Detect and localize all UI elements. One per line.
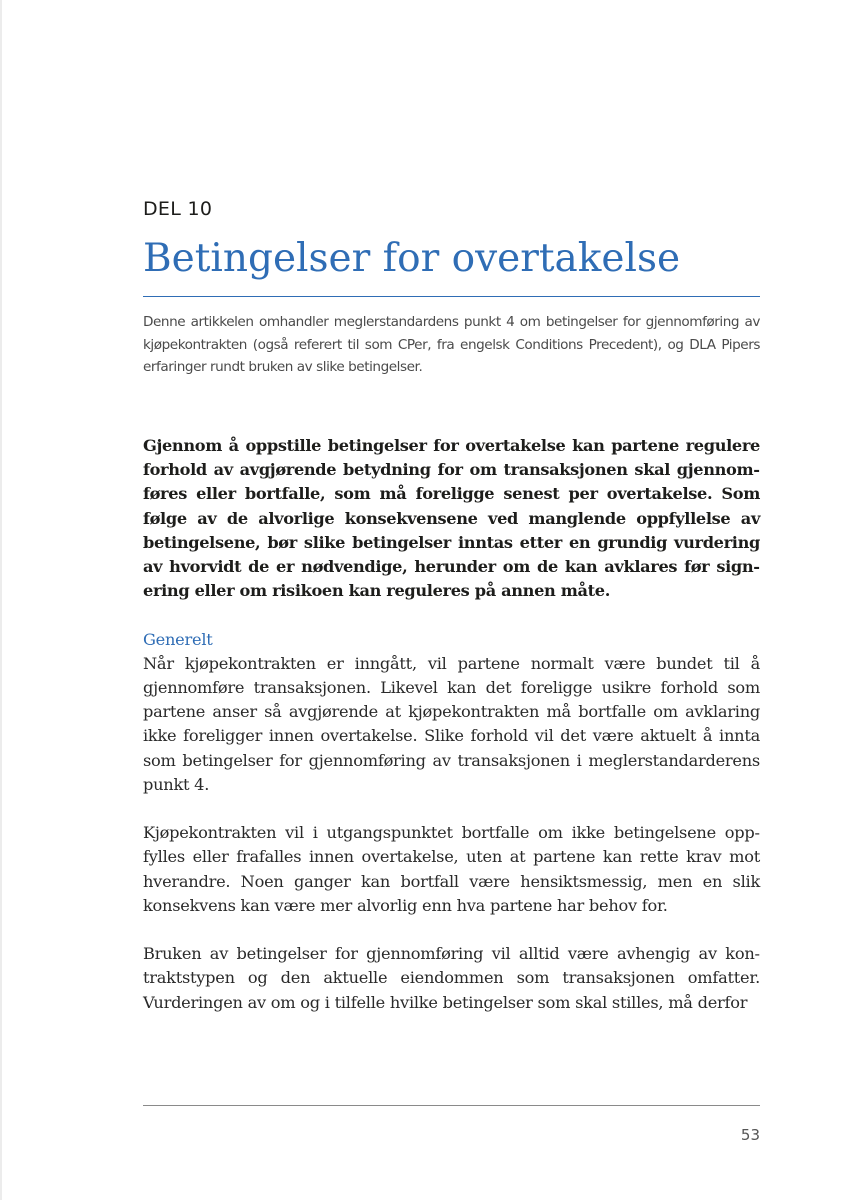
title-divider [143, 296, 760, 297]
part-label: DEL 10 [143, 198, 213, 220]
lead-paragraph: Gjennom å oppstille betingelser for overtakelse kan partene regulere forhold av avgjørende betydning for om transaksjonen skal gjennomføres eller bortfalle, som må foreligge senest per overtakelse. Som følge av de alvorlige konsekvensene ved manglende oppfyllelse av betingelsene, bør slike betingelser inntas etter en grundig vurdering av hvorvidt de er nødvendige, herunder om de kan avklares før signering eller om risikoen kan reguleres på annen måte. [143, 436, 760, 601]
page-title: Betingelser for overtakelse [143, 236, 681, 281]
page-number: 53 [740, 1126, 760, 1144]
abstract: Denne artikkelen omhandler meglerstandardens punkt 4 om betingelser for gjennomføring av kjøpekontrakten (også referert til som CPer, fra engelsk Conditions Precedent), og DLA Pipers erfaringer rundt bruken av slike betingelser. [143, 314, 760, 375]
body-paragraph: Kjøpekontrakten vil i utgangspunktet bortfalle om ikke betingelsene oppfylles eller frafalles innen overtakelse, uten at partene kan rette krav mot hverandre. Noen ganger kan bortfall være hensiktsmessig, men en slik konsekvens kan være mer alvorlig enn hva partene har behov for. [143, 823, 760, 915]
body-paragraph: Når kjøpekontrakten er inngått, vil partene normalt være bundet til å gjennomføre transaksjonen. Likevel kan det foreligge usikre forhold som partene anser så avgjørende at kjøpekontrakten må bortfalle om avklaring ikke foreligger innen overtakelse. Slike forhold vil det være aktuelt å innta som betingelser for gjennomføring av transaksjonen i meglerstandarderens punkt 4. [143, 653, 760, 794]
body-paragraph: Bruken av betingelser for gjennomføring vil alltid være avhengig av kontraktstypen og den aktuelle eiendommen som transaksjonen omfatter. Vurderingen av om og i tilfelle hvilke betingelser som skal stilles, må derfor [143, 944, 760, 1012]
article-body [143, 434, 760, 1039]
footer-divider [143, 1105, 760, 1106]
section-heading: Generelt [143, 629, 213, 649]
page-edge [0, 0, 2, 1200]
